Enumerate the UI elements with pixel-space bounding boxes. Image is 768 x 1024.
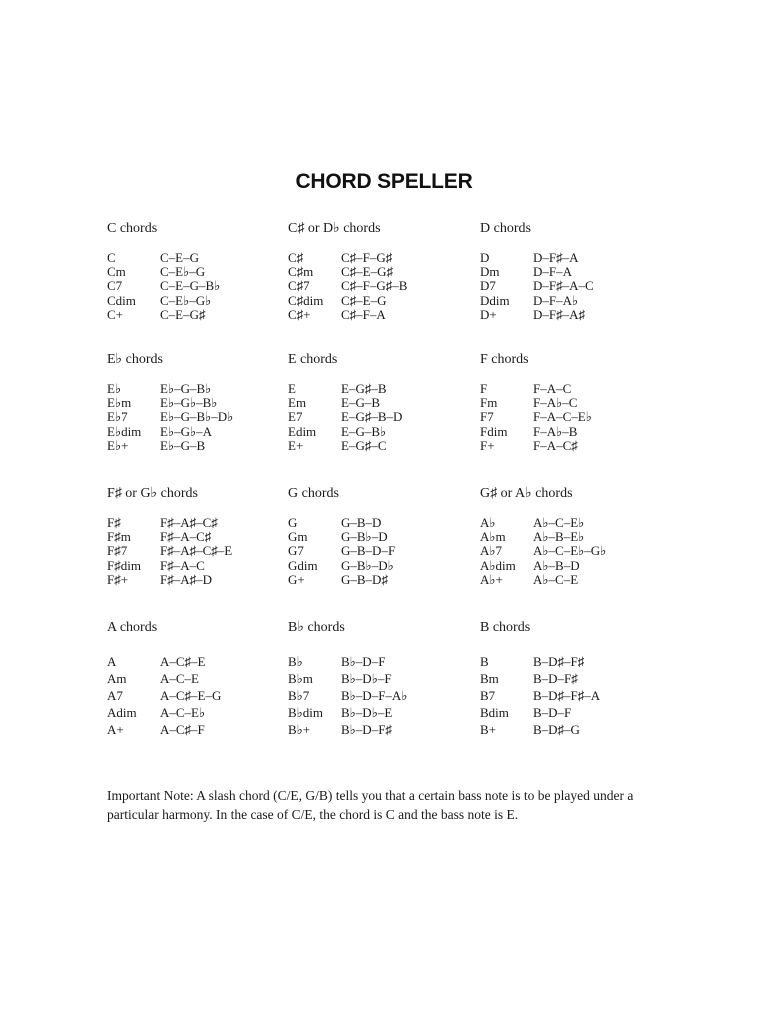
chord-notes: C♯–F–G♯ <box>341 250 393 265</box>
chord-row <box>107 704 307 721</box>
group-title: E♭ chords <box>107 352 163 367</box>
chord-row <box>288 559 488 573</box>
chord-notes: G–B–D <box>341 515 382 530</box>
chord-name: D+ <box>480 306 497 322</box>
chord-notes: B♭–D–F–A♭ <box>341 688 408 703</box>
chord-notes: B–D♯–F♯ <box>533 654 585 669</box>
chord-row <box>480 251 680 265</box>
chord-notes: D–F–A <box>533 264 573 280</box>
group-title: E chords <box>288 352 338 367</box>
chord-name: E♭+ <box>107 437 129 453</box>
chord-name: Cm <box>107 264 126 280</box>
chord-name: Adim <box>107 705 137 720</box>
chord-notes: C–E♭–G <box>160 264 206 280</box>
chord-name: A♭m <box>480 529 506 545</box>
chord-row <box>107 410 307 424</box>
chord-group-g-sharp <box>480 486 680 587</box>
chord-row <box>107 251 307 265</box>
chord-name: F♯m <box>107 529 131 545</box>
chord-group-a <box>107 620 307 738</box>
group-title: A chords <box>107 620 158 635</box>
chord-row <box>107 544 307 558</box>
chord-name: C <box>107 250 116 265</box>
chord-name: Fm <box>480 395 498 411</box>
chord-row <box>288 279 488 293</box>
chord-group-b-flat <box>288 620 488 738</box>
chord-name: C♯m <box>288 264 314 280</box>
chord-row <box>480 410 680 424</box>
chord-notes: B–D♯–G <box>533 722 580 737</box>
chord-name: A7 <box>107 688 123 703</box>
chord-name: B+ <box>480 722 497 737</box>
chord-notes: E–G–B♭ <box>341 423 387 439</box>
chord-row <box>107 396 307 410</box>
chord-notes: F♯–A–C <box>160 557 205 573</box>
group-title: C♯ or D♭ chords <box>288 221 381 236</box>
chord-group-e <box>288 352 488 453</box>
chord-list <box>480 516 680 587</box>
chord-notes: D–F♯–A <box>533 250 579 265</box>
chord-group-d <box>480 221 680 322</box>
chord-notes: A♭–C–E <box>533 571 579 587</box>
chord-name: A♭dim <box>480 557 516 573</box>
chord-name: E♭dim <box>107 423 142 439</box>
chord-name: Ddim <box>480 292 510 308</box>
chord-row <box>288 439 488 453</box>
chord-row <box>288 265 488 279</box>
chord-name: F♯dim <box>107 557 141 573</box>
chord-notes: A♭–C–E♭–G♭ <box>533 543 607 559</box>
chord-name: Bdim <box>480 705 509 720</box>
chord-name: A♭ <box>480 515 496 530</box>
chord-row <box>288 653 488 670</box>
chord-name: Gm <box>288 529 308 545</box>
group-title: B chords <box>480 620 531 635</box>
chord-row <box>288 294 488 308</box>
chord-notes: B♭–D♭–E <box>341 705 393 720</box>
chord-notes: C♯–F–A <box>341 306 386 322</box>
chord-row <box>107 439 307 453</box>
chord-row <box>480 382 680 396</box>
group-title: C chords <box>107 221 158 236</box>
chord-list <box>107 653 307 738</box>
chord-notes: B–D♯–F♯–A <box>533 688 601 703</box>
chord-name: G7 <box>288 543 304 559</box>
chord-notes: C♯–F–G♯–B <box>341 278 408 294</box>
chord-name: B♭7 <box>288 688 310 703</box>
chord-name: E♭ <box>107 381 122 396</box>
chord-notes: A–C–E <box>160 671 199 686</box>
chord-notes: E♭–G♭–A <box>160 423 212 439</box>
group-title: F chords <box>480 352 529 367</box>
chord-group-f <box>480 352 680 453</box>
chord-name: F♯ <box>107 515 121 530</box>
chord-notes: G–B–D♯ <box>341 571 388 587</box>
chord-name: Gdim <box>288 557 318 573</box>
chord-notes: F–A♭–C <box>533 395 578 411</box>
chord-notes: C–E–G <box>160 250 199 265</box>
chord-notes: A♭–B–D <box>533 557 580 573</box>
chord-row <box>480 687 680 704</box>
chord-name: E♭m <box>107 395 132 411</box>
chord-row <box>480 721 680 738</box>
group-title: G chords <box>288 486 339 501</box>
chord-name: Dm <box>480 264 500 280</box>
chord-notes: E♭–G–B <box>160 437 206 453</box>
chord-row <box>288 516 488 530</box>
chord-row <box>107 530 307 544</box>
chord-row <box>107 653 307 670</box>
chord-name: A♭+ <box>480 571 503 587</box>
chord-name: A <box>107 654 117 669</box>
chord-row <box>107 308 307 322</box>
chord-group-e-flat <box>107 352 307 453</box>
chord-list <box>107 516 307 587</box>
chord-name: F♯+ <box>107 571 129 587</box>
chord-name: Cdim <box>107 292 136 308</box>
chord-group-b <box>480 620 680 738</box>
chord-name: E♭7 <box>107 409 128 425</box>
chord-row <box>107 516 307 530</box>
chord-notes: E–G–B <box>341 395 380 411</box>
chord-notes: A–C♯–E <box>160 654 206 669</box>
chord-list <box>288 382 488 453</box>
chord-name: B♭+ <box>288 722 311 737</box>
chord-name: C♯+ <box>288 306 311 322</box>
chord-name: Am <box>107 671 127 686</box>
chord-row <box>288 410 488 424</box>
chord-name: B <box>480 654 489 669</box>
group-title: B♭ chords <box>288 620 345 635</box>
group-title: D chords <box>480 221 531 236</box>
chord-row <box>288 530 488 544</box>
chord-row <box>288 721 488 738</box>
chord-row <box>480 573 680 587</box>
chord-row <box>107 670 307 687</box>
chord-notes: B♭–D–F <box>341 654 386 669</box>
chord-row <box>107 382 307 396</box>
chord-row <box>480 704 680 721</box>
chord-name: Em <box>288 395 307 411</box>
chord-name: F♯7 <box>107 543 128 559</box>
chord-notes: E–G♯–B <box>341 381 387 396</box>
chord-row <box>480 559 680 573</box>
chord-notes: E–G♯–C <box>341 437 387 453</box>
chord-name: F+ <box>480 437 495 453</box>
chord-notes: D–F–A♭ <box>533 292 579 308</box>
chord-list <box>480 382 680 453</box>
chord-group-c <box>107 221 307 322</box>
chord-notes: C–E–G♯ <box>160 306 206 322</box>
page-title: CHORD SPELLER <box>295 170 473 194</box>
chord-list <box>288 653 488 738</box>
chord-name: B♭ <box>288 654 303 669</box>
chord-notes: E–G♯–B–D <box>341 409 403 425</box>
chord-name: F <box>480 381 488 396</box>
chord-name: A♭7 <box>480 543 503 559</box>
chord-notes: A–C♯–E–G <box>160 688 222 703</box>
chord-name: E7 <box>288 409 303 425</box>
chord-row <box>107 687 307 704</box>
chord-notes: A–C♯–F <box>160 722 205 737</box>
chord-row <box>480 653 680 670</box>
chord-name: D <box>480 250 490 265</box>
chord-name: D7 <box>480 278 496 294</box>
group-title: F♯ or G♭ chords <box>107 486 198 501</box>
chord-notes: E♭–G–B♭ <box>160 381 212 396</box>
chord-notes: F–A–C–E♭ <box>533 409 592 425</box>
chord-row <box>480 670 680 687</box>
chord-notes: C♯–E–G♯ <box>341 264 393 280</box>
chord-row <box>480 265 680 279</box>
chord-notes: F♯–A♯–D <box>160 571 213 587</box>
chord-notes: B♭–D–F♯ <box>341 722 392 737</box>
chord-notes: D–F♯–A♯ <box>533 306 586 322</box>
chord-name: Bm <box>480 671 499 686</box>
chord-name: A+ <box>107 722 124 737</box>
chord-list <box>480 251 680 322</box>
chord-notes: G–B♭–D <box>341 529 388 545</box>
chord-notes: F–A–C <box>533 381 572 396</box>
chord-row <box>288 425 488 439</box>
chord-notes: F♯–A♯–C♯–E <box>160 543 233 559</box>
chord-row <box>107 559 307 573</box>
chord-notes: D–F♯–A–C <box>533 278 594 294</box>
important-note: Important Note: A slash chord (C/E, G/B) tells you that a certain bass note is to be played under a particular harmony. In the case of C/E, the chord is C and the bass note is E. <box>107 787 634 822</box>
chord-row <box>288 670 488 687</box>
chord-row <box>107 279 307 293</box>
chord-row <box>480 439 680 453</box>
chord-name: C♯7 <box>288 278 310 294</box>
chord-group-f-sharp <box>107 486 307 587</box>
chord-notes: A–C–E♭ <box>160 705 206 720</box>
chord-notes: B–D–F <box>533 705 572 720</box>
chord-list <box>107 382 307 453</box>
chord-name: Edim <box>288 423 317 439</box>
chord-notes: G–B♭–D♭ <box>341 557 394 573</box>
chord-group-c-sharp <box>288 221 488 322</box>
chord-row <box>480 279 680 293</box>
chord-row <box>480 308 680 322</box>
chord-row <box>288 687 488 704</box>
chord-list <box>107 251 307 322</box>
chord-notes: E♭–G–B♭–D♭ <box>160 409 234 425</box>
chord-row <box>288 251 488 265</box>
chord-row <box>107 573 307 587</box>
chord-notes: B–D–F♯ <box>533 671 578 686</box>
group-title: G♯ or A♭ chords <box>480 486 573 501</box>
chord-notes: F–A–C♯ <box>533 437 578 453</box>
chord-notes: C♯–E–G <box>341 292 387 308</box>
chord-row <box>480 425 680 439</box>
chord-name: G+ <box>288 571 305 587</box>
chord-row <box>288 704 488 721</box>
chord-row <box>288 396 488 410</box>
chord-row <box>107 294 307 308</box>
chord-notes: C–E♭–G♭ <box>160 292 212 308</box>
chord-name: E <box>288 381 296 396</box>
chord-list <box>480 653 680 738</box>
chord-notes: B♭–D♭–F <box>341 671 392 686</box>
chord-name: B♭m <box>288 671 313 686</box>
chord-notes: A♭–B–E♭ <box>533 529 585 545</box>
chord-notes: G–B–D–F <box>341 543 396 559</box>
chord-row <box>288 308 488 322</box>
chord-notes: E♭–G♭–B♭ <box>160 395 218 411</box>
chord-group-g <box>288 486 488 587</box>
chord-row <box>107 425 307 439</box>
chord-name: C♯ <box>288 250 304 265</box>
chord-list <box>288 251 488 322</box>
chord-row <box>288 382 488 396</box>
chord-name: G <box>288 515 298 530</box>
chord-notes: F♯–A–C♯ <box>160 529 212 545</box>
chord-name: C+ <box>107 306 124 322</box>
chord-name: F7 <box>480 409 494 425</box>
chord-notes: C–E–G–B♭ <box>160 278 221 294</box>
chord-row <box>480 544 680 558</box>
chord-notes: F♯–A♯–C♯ <box>160 515 218 530</box>
chord-name: B♭dim <box>288 705 324 720</box>
chord-notes: F–A♭–B <box>533 423 578 439</box>
chord-name: Fdim <box>480 423 508 439</box>
chord-row <box>107 265 307 279</box>
chord-row <box>107 721 307 738</box>
chord-row <box>480 516 680 530</box>
chord-row <box>288 544 488 558</box>
chord-name: C7 <box>107 278 123 294</box>
chord-row <box>480 396 680 410</box>
chord-name: C♯dim <box>288 292 324 308</box>
chord-name: E+ <box>288 437 304 453</box>
chord-row <box>480 294 680 308</box>
chord-notes: A♭–C–E♭ <box>533 515 585 530</box>
chord-list <box>288 516 488 587</box>
chord-row <box>288 573 488 587</box>
chord-name: B7 <box>480 688 496 703</box>
chord-row <box>480 530 680 544</box>
